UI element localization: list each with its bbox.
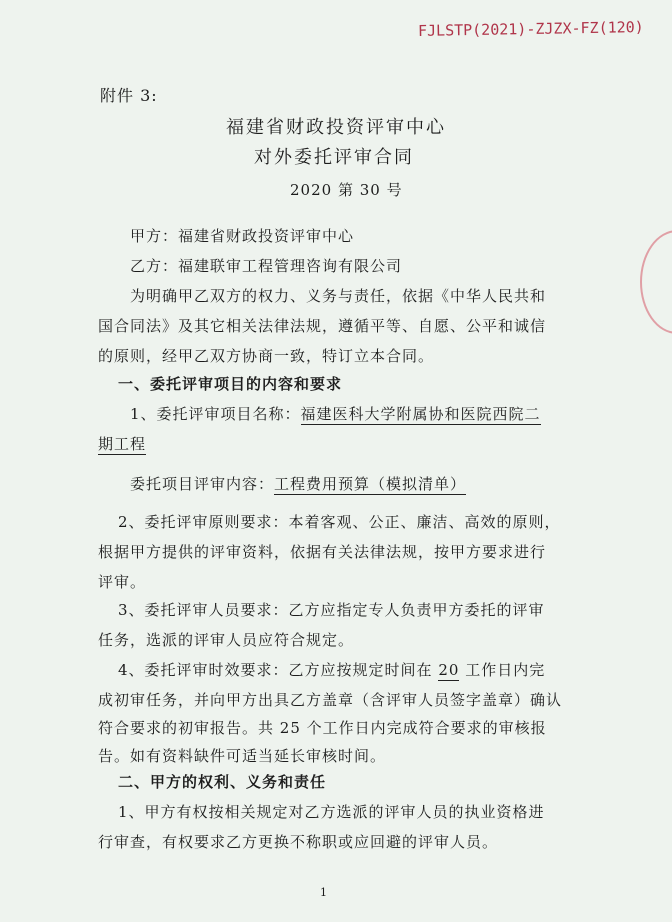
attachment-label: 附件 3: [100,86,158,105]
item-2-line: 根据甲方提供的评审资料，依据有关法律法规，按甲方要求进行 [98,543,547,561]
review-content-label: 委托项目评审内容： [130,475,275,493]
contract-number: 2020 第 30 号 [290,181,403,199]
item-1-value: 福建医科大学附属协和医院西院二 [300,405,541,423]
item-4-line: 告。如有资料缺件可适当延长审核时间。 [98,747,387,765]
item-4-post: 工作日内完 [465,661,546,679]
section-2-item-1-line: 行审查，有权要求乙方更换不称职或应回避的评审人员。 [98,833,499,851]
title-line-1: 福建省财政投资评审中心 [226,117,446,138]
item-3-line: 任务，选派的评审人员应符合规定。 [98,631,355,649]
item-1-line-2 [98,434,146,454]
item-4-pre: 4、委托评审时效要求：乙方应按规定时间在 [118,661,433,679]
red-seal-stamp [640,230,672,334]
party-b: 乙方：福建联审工程管理咨询有限公司 [130,257,403,275]
review-content-value: 工程费用预算（模拟清单） [274,475,467,493]
section-2-item-1-line: 1、甲方有权按相关规定对乙方选派的评审人员的执业资格进 [118,803,545,821]
handwritten-doc-code: FJLSTP(2021)-ZJZX-FZ(120) [417,18,644,40]
item-3-line: 3、委托评审人员要求：乙方应指定专人负责甲方委托的评审 [118,601,545,619]
intro-line: 国合同法》及其它相关法律法规，遵循平等、自愿、公平和诚信 [98,317,547,335]
party-a: 甲方：福建省财政投资评审中心 [130,227,355,245]
section-1-heading: 一、委托评审项目的内容和要求 [118,375,343,393]
item-4-days: 20 [438,661,460,679]
item-2-line: 2、委托评审原则要求：本着客观、公正、廉洁、高效的原则， [118,513,561,531]
item-1-label: 1、委托评审项目名称： [130,405,301,423]
intro-line: 为明确甲乙双方的权力、义务与责任，依据《中华人民共和 [130,287,547,305]
title-line-2: 对外委托评审合同 [254,147,414,168]
item-4-line [118,660,545,680]
item-4-line: 符合要求的初审报告。共 25 个工作日内完成符合要求的审核报 [98,719,547,737]
section-2-heading: 二、甲方的权利、义务和责任 [118,773,327,791]
item-1-line [130,404,541,424]
page-number: 1 [320,886,327,899]
review-content-line [130,474,466,494]
item-1-value-cont: 期工程 [98,435,147,453]
item-2-line: 评审。 [98,573,147,591]
intro-line: 的原则，经甲乙双方协商一致，特订立本合同。 [98,347,435,365]
item-4-line: 成初审任务，并向甲方出具乙方盖章（含评审人员签字盖章）确认 [98,691,563,709]
